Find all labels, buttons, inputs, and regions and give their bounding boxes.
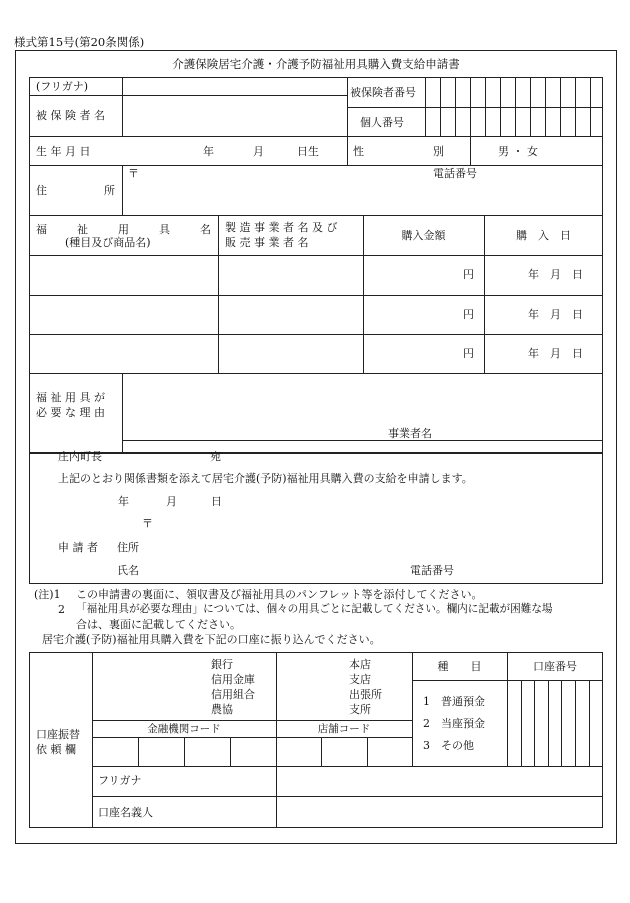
birth-day-label: 日生 xyxy=(297,145,319,158)
birth-label: 生 年 月 日 xyxy=(36,145,91,158)
amount-header: 購入金額 xyxy=(401,229,446,242)
account-furigana-field[interactable] xyxy=(277,767,602,795)
personal-number-field[interactable] xyxy=(426,108,602,135)
account-holder-label: 口座名義人 xyxy=(98,806,153,819)
seller-header: 販 売 事 業 者 名 xyxy=(225,236,309,249)
insured-number-label: 被保険者番号 xyxy=(350,86,416,99)
inst-type-shinkin[interactable]: 信用金庫 xyxy=(211,673,255,686)
account-holder-field[interactable] xyxy=(277,797,602,827)
branch-type-head[interactable]: 本店 xyxy=(349,658,371,671)
yen-unit: 円 xyxy=(463,308,474,321)
gender-options[interactable]: 男 ・ 女 xyxy=(498,145,538,158)
inst-type-credit-union[interactable]: 信用組合 xyxy=(211,688,255,701)
insured-name-label: 被 保 険 者 名 xyxy=(36,109,105,122)
item-row[interactable] xyxy=(29,256,603,294)
applicant-label: 申 請 者 xyxy=(58,541,98,554)
branch-type-branch[interactable]: 支店 xyxy=(349,673,371,686)
item-name-header: 福 祉 用 具 名 xyxy=(36,223,211,236)
note-1: この申請書の裏面に、領収書及び福祉用具のパンフレット等を添付してください。 xyxy=(76,588,483,601)
kind-checking[interactable]: 2 当座預金 xyxy=(423,717,485,730)
insured-name-field[interactable] xyxy=(123,96,346,135)
item-row[interactable] xyxy=(29,335,603,372)
purchase-date-header: 購 入 日 xyxy=(516,229,571,242)
postal-mark: 〒 xyxy=(128,167,139,180)
applicant-address-label: 住所 xyxy=(117,541,139,554)
address-label: 住 xyxy=(36,184,47,197)
furigana-label: (フリガナ) xyxy=(36,80,89,93)
purchase-date: 年 月 日 xyxy=(528,347,583,360)
kind-ordinary[interactable]: 1 普通預金 xyxy=(423,695,485,708)
date-month-label: 月 xyxy=(166,495,177,508)
note-2-line-2: 合は、裏面に記載してください。 xyxy=(76,618,241,631)
birth-date-field[interactable] xyxy=(123,137,346,164)
reason-label: 福 祉 用 具 が xyxy=(36,391,105,404)
phone-label: 電話番号 xyxy=(433,167,477,180)
item-row[interactable] xyxy=(29,296,603,333)
gender-label-2: 別 xyxy=(433,145,444,158)
manufacturer-header: 製 造 事 業 者 名 及 び xyxy=(225,221,338,234)
applicant-phone-label: 電話番号 xyxy=(410,564,454,577)
branch-code-label: 店舗コード xyxy=(317,723,371,735)
inst-type-ja[interactable]: 農協 xyxy=(211,703,233,716)
bank-section-label-2: 依 頼 欄 xyxy=(36,743,76,756)
inst-type-bank[interactable]: 銀行 xyxy=(211,658,233,671)
note-1-prefix: (注)1 xyxy=(34,588,61,601)
applicant-name-label: 氏名 xyxy=(117,564,139,577)
birth-year-label: 年 xyxy=(203,145,214,158)
reason-field[interactable] xyxy=(123,374,602,439)
yen-unit: 円 xyxy=(463,347,474,360)
personal-number-label: 個人番号 xyxy=(360,116,404,129)
addressee-label: 宛 xyxy=(210,450,221,463)
account-furigana-label: フリガナ xyxy=(98,774,142,787)
kind-other[interactable]: 3 その他 xyxy=(423,739,474,752)
note-2-line-1: 「福祉用具が必要な理由」については、個々の用具ごとに記載してください。欄内に記載が困難な場 xyxy=(76,603,553,615)
bank-section-label: 口座振替 xyxy=(36,728,80,741)
item-name-subheader: (種目及び商品名) xyxy=(65,236,151,249)
branch-type-office[interactable]: 出張所 xyxy=(349,688,382,701)
insured-number-field[interactable] xyxy=(426,78,602,106)
transfer-request-line: 居宅介護(予防)福祉用具購入費を下記の口座に振り込んでください。 xyxy=(42,633,381,646)
form-number: 様式第15号(第20条関係) xyxy=(14,35,145,49)
purchase-date: 年 月 日 xyxy=(528,268,583,281)
date-year-label: 年 xyxy=(118,495,129,508)
provider-label: 事業者名 xyxy=(388,427,432,440)
gender-label: 性 xyxy=(353,145,364,158)
form-title: 介護保険居宅介護・介護予防福祉用具購入費支給申請書 xyxy=(172,57,460,71)
address-label-2: 所 xyxy=(104,184,115,197)
note-2-prefix: 2 xyxy=(58,603,65,616)
address-field[interactable] xyxy=(123,166,602,214)
yen-unit: 円 xyxy=(463,268,474,281)
purchase-date: 年 月 日 xyxy=(528,308,583,321)
kind-header: 種 目 xyxy=(437,660,482,673)
birth-month-label: 月 xyxy=(253,145,264,158)
date-day-label: 日 xyxy=(211,495,222,508)
account-number-header: 口座番号 xyxy=(533,660,577,673)
reason-label-2: 必 要 な 理 由 xyxy=(36,406,105,419)
inst-code-label: 金融機関コード xyxy=(147,723,221,735)
applicant-postal-mark: 〒 xyxy=(142,517,153,530)
request-statement: 上記のとおり関係書類を添えて居宅介護(予防)福祉用具購入費の支給を申請します。 xyxy=(58,472,473,485)
branch-type-sub[interactable]: 支所 xyxy=(349,703,371,716)
mayor-label: 庄内町長 xyxy=(58,450,102,463)
